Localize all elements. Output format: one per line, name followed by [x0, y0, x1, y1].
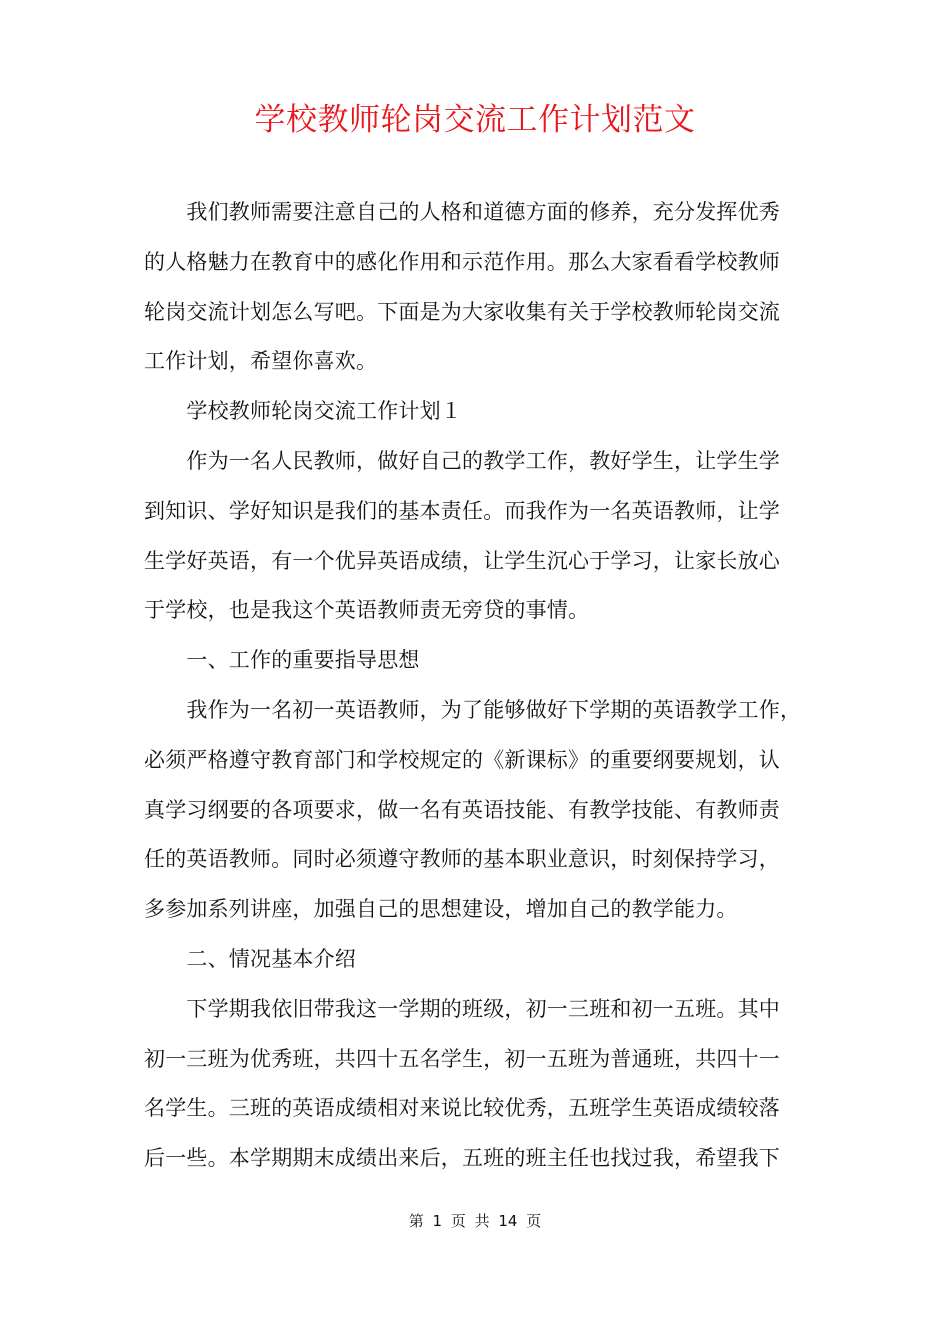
text-line: 到知识、学好知识是我们的基本责任。而我作为一名英语教师，让学 [144, 498, 780, 523]
text-line: 下学期我依旧带我这一学期的班级，初一三班和初一五班。其中 [144, 996, 780, 1021]
section-heading [144, 636, 820, 686]
page-number-footer: 第 1 页 共 14 页 [408, 1212, 542, 1230]
section-heading [144, 935, 820, 985]
text-line: 我作为一名初一英语教师，为了能够做好下学期的英语教学工作， [144, 697, 802, 722]
text-line: 一、工作的重要指导思想 [144, 648, 420, 673]
text-line: 工作计划，希望你喜欢。 [144, 349, 378, 374]
text-line: 初一三班为优秀班，共四十五名学生，初一五班为普通班，共四十一 [144, 1046, 780, 1071]
document-title: 学校教师轮岗交流工作计划范文 [254, 102, 696, 138]
text-line: 学校教师轮岗交流工作计划１ [144, 399, 462, 424]
text-line: 名学生。三班的英语成绩相对来说比较优秀，五班学生英语成绩较落 [144, 1096, 780, 1121]
text-line: 生学好英语，有一个优异英语成绩，让学生沉心于学习，让家长放心 [144, 548, 780, 573]
section-subtitle [144, 387, 820, 437]
text-line: 作为一名人民教师，做好自己的教学工作，教好学生，让学生学 [144, 448, 780, 473]
body-paragraph [144, 985, 820, 1184]
body-paragraph [144, 686, 820, 935]
text-line: 于学校，也是我这个英语教师责无旁贷的事情。 [144, 598, 590, 623]
text-line: 二、情况基本介绍 [144, 946, 356, 971]
intro-paragraph [144, 188, 820, 387]
text-line: 轮岗交流计划怎么写吧。下面是为大家收集有关于学校教师轮岗交流 [144, 299, 780, 324]
document-body [144, 188, 820, 1184]
text-line: 任的英语教师。同时必须遵守教师的基本职业意识，时刻保持学习， [144, 847, 780, 872]
text-line: 必须严格遵守教育部门和学校规定的《新课标》的重要纲要规划，认 [144, 747, 780, 772]
text-line: 的人格魅力在教育中的感化作用和示范作用。那么大家看看学校教师 [144, 249, 780, 274]
body-paragraph [144, 437, 820, 636]
text-line: 后一些。本学期期末成绩出来后，五班的班主任也找过我，希望我下 [144, 1146, 780, 1171]
text-line: 多参加系列讲座，加强自己的思想建设，增加自己的教学能力。 [144, 897, 738, 922]
text-line: 我们教师需要注意自己的人格和道德方面的修养，充分发挥优秀 [144, 200, 780, 224]
text-line: 真学习纲要的各项要求，做一名有英语技能、有教学技能、有教师责 [144, 797, 780, 822]
